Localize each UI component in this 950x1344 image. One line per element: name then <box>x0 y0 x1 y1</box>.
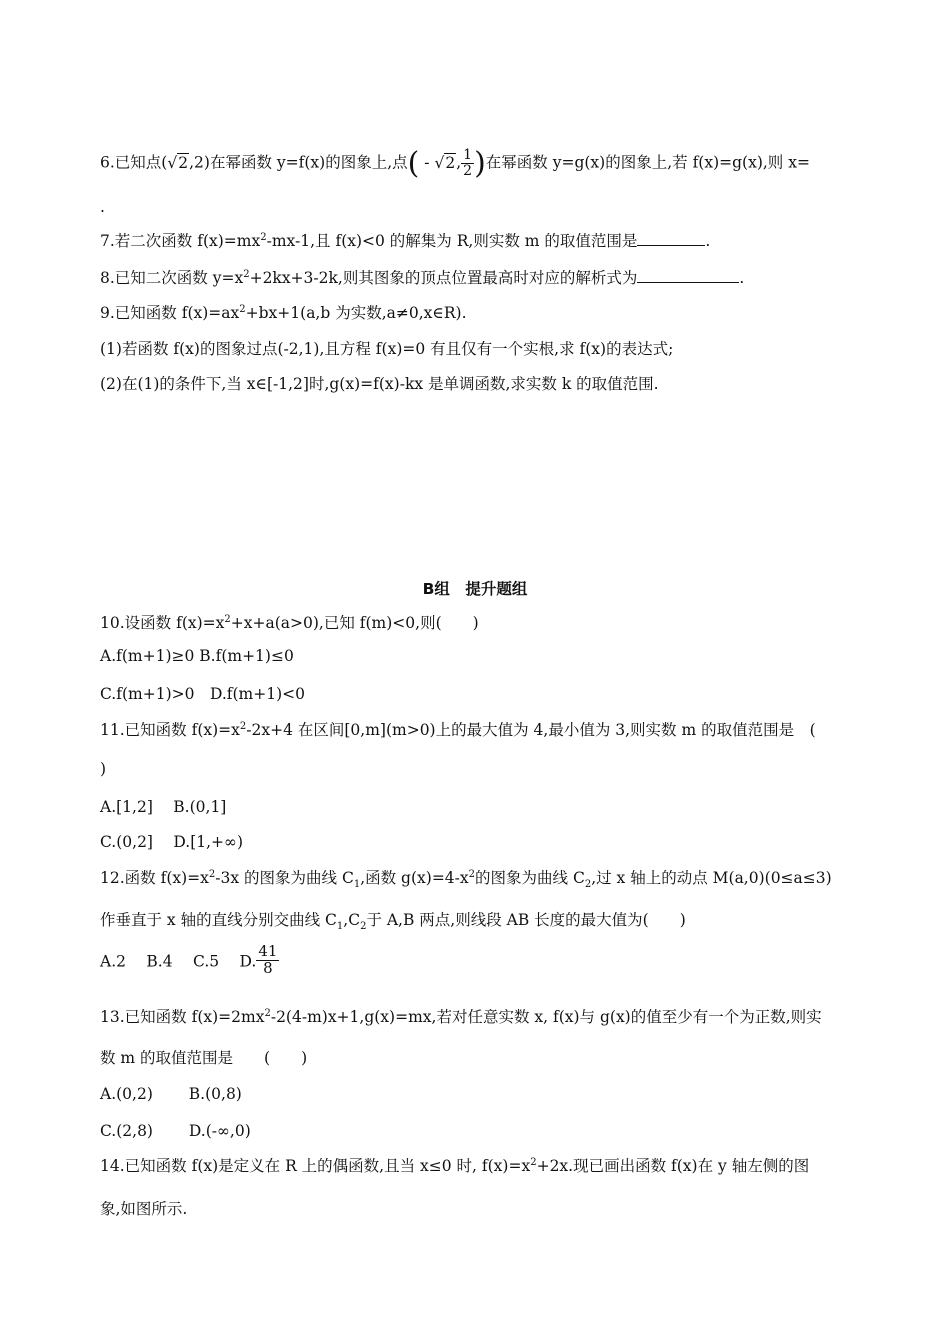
question-11-options-ab: A.[1,2] B.(0,1] <box>100 798 227 816</box>
section-heading-b: B组 提升题组 <box>422 580 528 598</box>
question-10: 10.设函数 $f(x)=x^2+x+a(a>0)$,已知 f(m)<0,则( ) <box>100 613 479 632</box>
answer-blank[interactable] <box>637 268 739 283</box>
question-10-options-ab: A.f(m+1)≥0 B.f(m+1)≤0 <box>100 647 294 665</box>
question-12: 12.函数 $f(x)=x^2-3x$ 的图象为曲线 $C_1$,函数 $g(x)=4-x^2$的图象为曲线 $C_2$,过 x 轴上的动点 M(a,0)(0≤a≤3) <box>100 868 832 891</box>
question-9: 9.已知函数 $f(x)=ax^2+bx+1(a,b$ 为实数,a≠0,x∈R). <box>100 303 467 322</box>
question-6: 6.已知点(√2,2)在幂函数 y=f(x)的图象上,点( - √2, $\frac{1}{2}$ )在幂函数 y=g(x)的图象上,若 f(x)=g(x),则 x= <box>100 146 810 181</box>
sqrt-2: √2 <box>167 153 189 172</box>
fraction-one-half: $\frac{1}{2}$ <box>463 147 473 179</box>
question-13-options-cd: C.(2,8) D.(-∞,0) <box>100 1122 251 1140</box>
question-14: 14.已知函数 f(x)是定义在 R 上的偶函数,且当 x≤0 时, $f(x)=x^2+2x$.现已画出函数 f(x)在 y 轴左侧的图 <box>100 1156 810 1175</box>
fraction-41-8: $\frac{41}{8}$ <box>258 942 278 977</box>
question-7: 7.若二次函数 $f(x)=mx^2-mx-1$,且 f(x)<0 的解集为 R,则实数 m 的取值范围是 . <box>100 231 711 250</box>
question-10-options-cd: C.f(m+1)>0 D.f(m+1)<0 <box>100 685 305 703</box>
question-14-line-2: 象,如图所示. <box>100 1200 188 1218</box>
answer-blank[interactable] <box>637 231 705 246</box>
question-6-end: . <box>100 198 105 216</box>
question-9-part-2: (2)在(1)的条件下,当 x∈[-1,2]时,g(x)=f(x)-kx 是单调函数,求实数 k 的取值范围. <box>100 375 659 393</box>
question-11-options-cd: C.(0,2] D.[1,+∞) <box>100 833 243 851</box>
question-11: 11.已知函数 $f(x)=x^2-2x+4$ 在区间[0,m](m>0)上的最大值为 4,最小值为 3,则实数 m 的取值范围是 ( <box>100 720 816 739</box>
question-9-part-1: (1)若函数 f(x)的图象过点(-2,1),且方程 f(x)=0 有且仅有一个实根,求 f(x)的表达式; <box>100 340 674 358</box>
question-8: 8.已知二次函数 $y=x^2+2kx+3-2k$,则其图象的顶点位置最高时对应的解析式为 . <box>100 268 745 287</box>
question-12-options: A.2 B.4 C.5 D. $\frac{41}{8}$ <box>100 942 278 977</box>
question-13-line-2: 数 m 的取值范围是 ( ) <box>100 1049 308 1067</box>
question-12-line-2: 作垂直于 x 轴的直线分别交曲线 $C_1,C_2$于 A,B 两点,则线段 AB 长度的最大值为( ) <box>100 911 686 933</box>
question-13: 13.已知函数 $f(x)=2mx^2-2(4-m)x+1,g(x)=mx$,若对任意实数 x, f(x)与 g(x)的值至少有一个为正数,则实 <box>100 1007 822 1026</box>
question-11-close: ) <box>100 760 107 778</box>
question-13-options-ab: A.(0,2) B.(0,8) <box>100 1085 242 1103</box>
